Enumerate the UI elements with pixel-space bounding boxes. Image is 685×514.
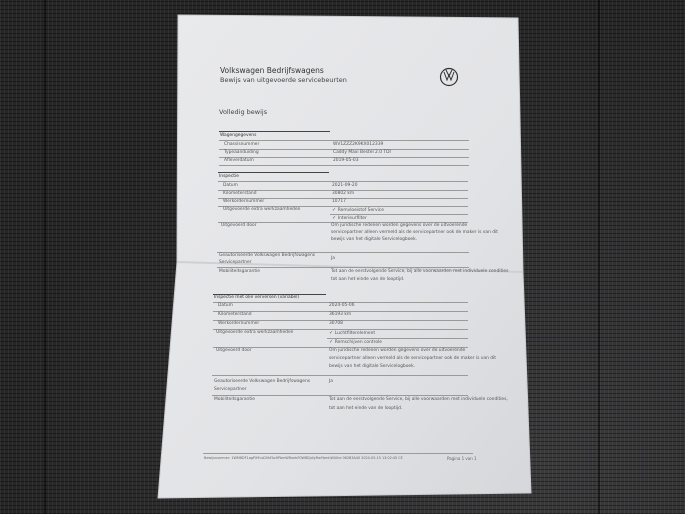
mobility-text: Tot aan de eerstvolgende Service, bij alle voorwaarden met individuele condities [331, 269, 509, 274]
mobility-label: Mobiliteitsgarantie [219, 269, 260, 274]
vehicle-value: 2019-05-03 [333, 158, 359, 163]
inspection-label: Kilometerstand [223, 191, 257, 196]
executed-by-text: servicepartner alleen vermeld als de servicepartner ook de maker is van dit [331, 230, 498, 235]
partner-value: Ja [331, 256, 335, 261]
inspection-label: Werkordernummer [223, 199, 265, 204]
extra-work-label: Uitgevoerde extra werkzaamheden [216, 330, 294, 335]
inspection-label: Datum [223, 183, 238, 188]
oil-label: Werkordernummer [218, 321, 260, 326]
executed-by-label: Uitgevoerd door [216, 348, 252, 353]
mobility-text: tot aan het einde van de looptijd. [329, 406, 403, 411]
executed-by-text: Om juridische redenen worden gegevens over de uitvoerende [329, 348, 466, 353]
footer-rule [203, 453, 473, 454]
partner-label: Geautoriseerde Volkswagen Bedrijfswagens [219, 253, 316, 258]
document-subtitle: Bewijs van uitgevoerde servicebeurten [220, 76, 347, 84]
extra-work-item: Remvloeistof Service [337, 208, 384, 213]
row-rule [330, 214, 468, 215]
executed-by-label: Uitgevoerd door [221, 223, 257, 228]
partner-label: Servicepartner [219, 260, 252, 265]
oil-value: 2024-05-06 [329, 303, 355, 308]
proof-number: Bewijsnummer: 1WM8DF1agPX9LsD0hFAz0PbmWRwrbF0W8DjdlyRwYbmhWiUhe 062B3A40 2024-05-15 13:02:45 CE [204, 456, 403, 460]
extra-work-item: Interieurfilter [337, 216, 367, 221]
checkmark-icon: ✓ [329, 339, 335, 345]
vw-logo-icon [439, 67, 459, 87]
extra-work-label: Uitgevoerde extra werkzaamheden [223, 207, 301, 212]
mobility-text: Tot aan de eerstvolgende Service, bij alle voorwaarden met individuele condities, [329, 397, 508, 402]
executed-by-text: servicepartner alleen vermeld als de servicepartner ook de maker is van dit [329, 356, 496, 361]
partner-label: Geautoriseerde Volkswagen Bedrijfswagens [214, 379, 311, 384]
inspection-value: 2021-09-20 [332, 183, 358, 188]
inspection-value: 30802 km [332, 191, 355, 196]
vehicle-label: Chassisnummer [224, 142, 260, 147]
inspection-heading: Inspectie [219, 174, 239, 179]
brand-name: Volkswagen Bedrijfswagens [220, 66, 324, 75]
vehicle-value: Caddy Maxi Bestel 2.0 TDI [333, 150, 391, 155]
oil-section-heading: Inspectie met olie verversen (variabel) [214, 295, 300, 300]
oil-value: 36193 km [329, 312, 352, 317]
row-rule [212, 375, 468, 376]
row-rule [219, 140, 469, 141]
row-rule [217, 267, 469, 268]
section-rule [218, 172, 329, 173]
vehicle-value: WV1ZZZ2K9KX012339 [333, 142, 384, 147]
section-rule [219, 131, 330, 132]
mobility-label: Mobiliteitsgarantie [214, 397, 255, 402]
partner-label: Servicepartner [214, 387, 247, 392]
executed-by-text: bewijs van het digitale Servicelogboek. [331, 237, 418, 242]
executed-by-text: bewijs van het digitale Servicelogboek. [329, 364, 416, 369]
mobility-text: tot aan het einde van de looptijd. [331, 277, 405, 282]
proof-title: Volledig bewijs [219, 108, 268, 116]
row-rule [212, 395, 468, 396]
partner-value: Ja [329, 379, 333, 384]
oil-label: Datum [218, 303, 233, 308]
executed-by-text: Om juridische redenen worden gegevens over de uitvoerende [331, 223, 468, 228]
extra-work-item: Luchtfilterelement [334, 331, 376, 336]
row-rule [218, 181, 468, 182]
page-number: Pagina 1 van 1 [447, 456, 477, 461]
row-rule [327, 338, 468, 339]
extra-work-item: Remschijven controle [334, 340, 382, 345]
vehicle-section-heading: Wagengegevens [220, 133, 257, 138]
checkmark-icon: ✓ [329, 330, 335, 336]
vehicle-label: Typeaanduiding [224, 150, 259, 155]
oil-value: 30708 [329, 321, 343, 326]
row-rule [219, 165, 469, 166]
vehicle-label: Afleverdatum [224, 158, 254, 163]
inspection-value: 10717 [332, 199, 346, 204]
checkmark-icon: ✓ [332, 215, 338, 221]
checkmark-icon: ✓ [332, 207, 338, 213]
oil-label: Kilometerstand [218, 312, 252, 317]
